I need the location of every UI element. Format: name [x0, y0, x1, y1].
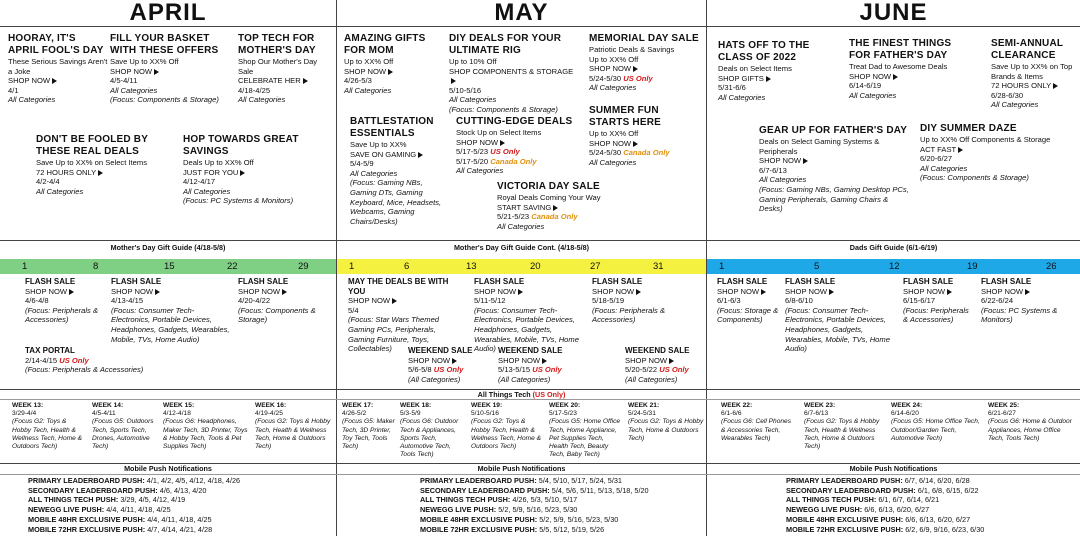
- push-title: Mobile Push Notifications: [477, 464, 566, 473]
- push-list-june: PRIMARY LEADERBOARD PUSH: 6/7, 6/14, 6/20, 6/28 SECONDARY LEADERBOARD PUSH: 6/1, 6/8, 6/15, 6/22 ALL THINGS TECH PUSH: 6/1, 6/7, 6/14, 6/21 NEWEGG LIVE PUSH: 6/6, 6/13, 6/20, 6/27 MOBILE 48HR EXCLUSIVE PUSH: 6/6, 6/13, 6/20, 6/27 MOBILE 72HR EXCLUSIVE PUSH: 6/2, 6/9, 9/16, 6/23, 6/30: [786, 476, 985, 534]
- promo-dont-be-fooled[interactable]: DON'T BE FOOLED BY THESE REAL DEALS Save Up to XX% on Select Items 72 HOURS ONLY 4/2-4/4 All Categories: [36, 134, 148, 196]
- weekend-sale[interactable]: WEEKEND SALE SHOP NOW 5/6-5/8 US Only (All Categories): [408, 346, 473, 384]
- date-label: 19: [967, 261, 978, 272]
- arrow-right-icon: [958, 147, 963, 153]
- week-item: WEEK 18: 5/3-5/9 (Focus G6: Outdoor Tech & Appliances, Sports Tech, Automotive Tech, Tools Tech): [400, 402, 459, 459]
- arrow-right-icon: [155, 289, 160, 295]
- arrow-right-icon: [829, 289, 834, 295]
- promo-summer-fun[interactable]: SUMMER FUN STARTS HERE Up to XX% Off SHOP NOW 5/24-5/30 Canada Only All Categories: [589, 105, 670, 167]
- promo-gear-up[interactable]: GEAR UP FOR FATHER'S DAY Deals on Select Gaming Systems & Peripherals SHOP NOW 6/7-6/13 All Categories (Focus: Gaming NBs, Gaming Desktop PCs, Gaming Peripherals, Gaming Chairs & Desks): [759, 125, 909, 214]
- gift-guide-title: Mother's Day Gift Guide (4/18-5/8): [110, 243, 226, 252]
- date-label: 27: [590, 261, 601, 272]
- promo-cutting-edge[interactable]: CUTTING-EDGE DEALS Stock Up on Select Items SHOP NOW 5/17-5/23 US Only 5/17-5/20 Canada Only All Categories: [456, 116, 573, 176]
- promo-fill-basket[interactable]: FILL YOUR BASKET WITH THESE OFFERS Save Up to XX% Off SHOP NOW 4/5-4/11 All Categories (Focus: Components & Storage): [110, 33, 219, 105]
- week-item: WEEK 25: 6/21-6/27 (Focus G6: Home & Outdoor Appliances, Home Office Tech, Tools Tech): [988, 402, 1072, 442]
- arrow-right-icon: [553, 205, 558, 211]
- arrow-right-icon: [669, 358, 674, 364]
- week-item: WEEK 13: 3/29-4/4 (Focus G2: Toys & Hobby Tech, Health & Wellness Tech, Home & Outdoors Tech): [12, 402, 82, 451]
- push-list-april: PRIMARY LEADERBOARD PUSH: 4/1, 4/2, 4/5, 4/12, 4/18, 4/26 SECONDARY LEADERBOARD PUSH: 4/6, 4/13, 4/20 ALL THINGS TECH PUSH: 3/29, 4/5, 4/12, 4/19 NEWEGG LIVE PUSH: 4/4, 4/11, 4/18, 4/25 MOBILE 48HR EXCLUSIVE PUSH: 4/4, 4/11, 4/18, 4/25 MOBILE 72HR EXCLUSIVE PUSH: 4/7, 4/14, 4/21, 4/28: [28, 476, 241, 534]
- week-item: WEEK 20: 5/17-5/23 (Focus G5: Home Office Tech, Home Appliance, Pet Supplies Tech, Health Tech, Beauty Tech, Baby Tech): [549, 402, 621, 459]
- arrow-right-icon: [69, 289, 74, 295]
- week-item: WEEK 16: 4/19-4/25 (Focus G2: Toys & Hobby Tech, Health & Wellness Tech, Home & Outdoors Tech): [255, 402, 331, 451]
- date-stripe-april: [0, 259, 336, 274]
- gift-guide-title: Dads Gift Guide (6/1-6/19): [849, 243, 938, 252]
- arrow-right-icon: [633, 141, 638, 147]
- month-june: JUNE: [859, 0, 928, 26]
- month-april: APRIL: [129, 0, 207, 26]
- arrow-right-icon: [282, 289, 287, 295]
- arrow-right-icon: [633, 66, 638, 72]
- week-item: WEEK 21: 5/24-5/31 (Focus G2: Toys & Hobby Tech, Home & Outdoors Tech): [628, 402, 704, 442]
- arrow-right-icon: [636, 289, 641, 295]
- date-label: 12: [889, 261, 900, 272]
- push-list-may: PRIMARY LEADERBOARD PUSH: 5/4, 5/10, 5/17, 5/24, 5/31 SECONDARY LEADERBOARD PUSH: 5/4, 5/6, 5/11, 5/13, 5/18, 5/20 ALL THINGS TECH PUSH: 4/26, 5/3, 5/10, 5/17 NEWEGG LIVE PUSH: 5/2, 5/9, 5/16, 5/23, 5/30 MOBILE 48HR EXCLUSIVE PUSH: 5/2, 5/9, 5/16, 5/23, 5/30 MOBILE 72HR EXCLUSIVE PUSH: 5/5, 5/12, 5/19, 5/26: [420, 476, 649, 534]
- flash-sale[interactable]: FLASH SALE SHOP NOW 6/1-6/3 (Focus: Storage & Components): [717, 277, 779, 325]
- arrow-right-icon: [452, 358, 457, 364]
- arrow-right-icon: [518, 289, 523, 295]
- arrow-right-icon: [52, 78, 57, 84]
- arrow-right-icon: [418, 152, 423, 158]
- week-item: WEEK 14: 4/5-4/11 (Focus G5: Outdoors Tech, Sports Tech, Drones, Automotive Tech): [92, 402, 154, 451]
- push-title: Mobile Push Notifications: [849, 464, 938, 473]
- date-label: 1: [349, 261, 355, 272]
- arrow-right-icon: [451, 78, 456, 84]
- promo-battlestation[interactable]: BATTLESTATION ESSENTIALS Save Up to XX% SAVE ON GAMING 5/4-5/9 All Categories (Focus: Gaming NBs, Gaming DTs, Gaming Keyboard, Mice, Headsets, Webcams, Gaming Chairs/Desks): [350, 116, 442, 226]
- arrow-right-icon: [500, 140, 505, 146]
- section-divider: [0, 240, 1080, 241]
- week-item: WEEK 22: 6/1-6/6 (Focus G6: Cell Phones & Accessories Tech, Wearables Tech): [721, 402, 791, 442]
- promo-hop-towards[interactable]: HOP TOWARDS GREAT SAVINGS Deals Up to XX% Off JUST FOR YOU 4/12-4/17 All Categories (Focus: PC Systems & Monitors): [183, 134, 299, 206]
- arrow-right-icon: [542, 358, 547, 364]
- flash-sale[interactable]: FLASH SALE SHOP NOW 4/6-4/8 (Focus: Peripherals & Accessories): [25, 277, 99, 325]
- arrow-right-icon: [1025, 289, 1030, 295]
- promo-gifts-for-mom[interactable]: AMAZING GIFTS FOR MOM Up to XX% Off SHOP NOW 4/26-5/3 All Categories: [344, 33, 426, 95]
- date-label: 8: [93, 261, 99, 272]
- gift-guide-title: Mother's Day Gift Guide Cont. (4/18-5/8): [453, 243, 590, 252]
- week-item: WEEK 15: 4/12-4/18 (Focus G6: Headphones, Maker Tech, 3D Printer, Toys & Hobby Tech, Tools & Pet Supplies Tech): [163, 402, 248, 451]
- date-stripe-may: [337, 259, 706, 274]
- divider: [0, 399, 1080, 400]
- arrow-right-icon: [98, 170, 103, 176]
- date-label: 22: [227, 261, 238, 272]
- date-label: 20: [530, 261, 541, 272]
- arrow-right-icon: [303, 78, 308, 84]
- all-things-tech-title: All Things Tech (US Only): [477, 390, 566, 399]
- flash-sale[interactable]: FLASH SALE SHOP NOW 4/13-4/15 (Focus: Consumer Tech-Electronics, Portable Devices, Headphones, Gadgets, Wearables, Mobile, TVs, Home Audio): [111, 277, 230, 344]
- month-may: MAY: [494, 0, 549, 26]
- divider: [0, 474, 1080, 475]
- header-divider: [0, 26, 1080, 27]
- promo-mothers-day-tech[interactable]: TOP TECH FOR MOTHER'S DAY Shop Our Mother's Day Sale CELEBRATE HER 4/18-4/25 All Categories: [238, 33, 318, 105]
- arrow-right-icon: [388, 69, 393, 75]
- date-label: 6: [404, 261, 410, 272]
- week-item: WEEK 19: 5/10-5/16 (Focus G2: Toys & Hobby Tech, Health & Wellness Tech, Home & Outdoors Tech): [471, 402, 541, 451]
- arrow-right-icon: [240, 170, 245, 176]
- date-label: 26: [1046, 261, 1057, 272]
- date-label: 1: [719, 261, 725, 272]
- date-label: 5: [814, 261, 820, 272]
- week-item: WEEK 23: 6/7-6/13 (Focus G2: Toys & Hobby Tech, Health & Wellness Tech, Home & Outdoors Tech): [804, 402, 880, 451]
- flash-sale[interactable]: FLASH SALE SHOP NOW 6/22-6/24 (Focus: PC Systems & Monitors): [981, 277, 1058, 325]
- arrow-right-icon: [154, 69, 159, 75]
- promo-memorial-day[interactable]: MEMORIAL DAY SALE Patriotic Deals & Savings Up to XX% Off SHOP NOW 5/24-5/30 US Only All Categories: [589, 33, 699, 93]
- arrow-right-icon: [392, 298, 397, 304]
- arrow-right-icon: [1053, 83, 1058, 89]
- arrow-right-icon: [947, 289, 952, 295]
- may-the-deals[interactable]: MAY THE DEALS BE WITH YOU SHOP NOW 5/4 (Focus: Star Wars Themed Gaming PCs, Peripherals, Gaming Furniture, Toys, Collectables): [348, 277, 449, 354]
- flash-sale[interactable]: FLASH SALE SHOP NOW 4/20-4/22 (Focus: Components & Storage): [238, 277, 316, 325]
- date-label: 15: [164, 261, 175, 272]
- flash-sale[interactable]: FLASH SALE SHOP NOW 6/15-6/17 (Focus: Peripherals & Accessories): [903, 277, 969, 325]
- promo-diy-deals[interactable]: DIY DEALS FOR YOUR ULTIMATE RIG Up to 10% Off SHOP COMPONENTS & STORAGE 5/10-5/16 All Categories (Focus: Components & Storage): [449, 33, 574, 114]
- arrow-right-icon: [766, 76, 771, 82]
- flash-sale[interactable]: FLASH SALE SHOP NOW 6/8-6/10 (Focus: Consumer Tech-Electronics, Portable Devices, Headphones, Gadgets, Wearables, Mobile, TVs, Home Audio): [785, 277, 890, 354]
- promo-semi-annual[interactable]: SEMI-ANNUAL CLEARANCE Save Up to XX% on Top Brands & Items 72 HOURS ONLY 6/28-6/30 All Categories: [991, 38, 1073, 110]
- date-label: 29: [298, 261, 309, 272]
- push-title: Mobile Push Notifications: [124, 464, 212, 473]
- promo-class-of-2022[interactable]: HATS OFF TO THE CLASS OF 2022 Deals on Select Items SHOP GIFTS 5/31-6/6 All Categories: [718, 40, 810, 102]
- promo-victoria-day[interactable]: VICTORIA DAY SALE Royal Deals Coming Your Way START SAVING 5/21-5/23 Canada Only All Categories: [497, 181, 601, 231]
- promo-april-fools[interactable]: HOORAY, IT'S APRIL FOOL'S DAY These Serious Savings Aren't a Joke SHOP NOW 4/1 All Categories: [8, 33, 108, 105]
- arrow-right-icon: [761, 289, 766, 295]
- promo-diy-summer[interactable]: DIY SUMMER DAZE Up to XX% Off Components & Storage ACT FAST 6/20-6/27 All Categories (Focus: Components & Storage): [920, 123, 1051, 183]
- date-label: 13: [466, 261, 477, 272]
- date-label: 1: [22, 261, 28, 272]
- arrow-right-icon: [893, 74, 898, 80]
- weekend-sale[interactable]: WEEKEND SALE SHOP NOW 5/13-5/15 US Only (All Categories): [498, 346, 563, 384]
- flash-sale[interactable]: FLASH SALE SHOP NOW 5/18-5/19 (Focus: Peripherals & Accessories): [592, 277, 666, 325]
- week-item: WEEK 17: 4/26-5/2 (Focus G5: Maker Tech, 3D Printer, Toy Tech, Tools Tech): [342, 402, 395, 451]
- arrow-right-icon: [803, 158, 808, 164]
- flash-sale[interactable]: FLASH SALE SHOP NOW 5/11-5/12 (Focus: Consumer Tech-Electronics, Portable Devices, Headphones, Gadgets, Wearables, Mobile, TVs, Home Audio): [474, 277, 579, 354]
- date-label: 31: [653, 261, 664, 272]
- weekend-sale[interactable]: WEEKEND SALE SHOP NOW 5/20-5/22 US Only (All Categories): [625, 346, 690, 384]
- date-stripe-june: [707, 259, 1080, 274]
- tax-portal[interactable]: TAX PORTAL 2/14-4/15 US Only (Focus: Peripherals & Accessories): [25, 346, 144, 375]
- week-item: WEEK 24: 6/14-6/20 (Focus G5: Home Office Tech, Outdoor/Garden Tech, Automotive Tech): [891, 402, 980, 442]
- promo-finest-things[interactable]: THE FINEST THINGS FOR FATHER'S DAY Treat Dad to Awesome Deals SHOP NOW 6/14-6/19 All Categories: [849, 38, 952, 100]
